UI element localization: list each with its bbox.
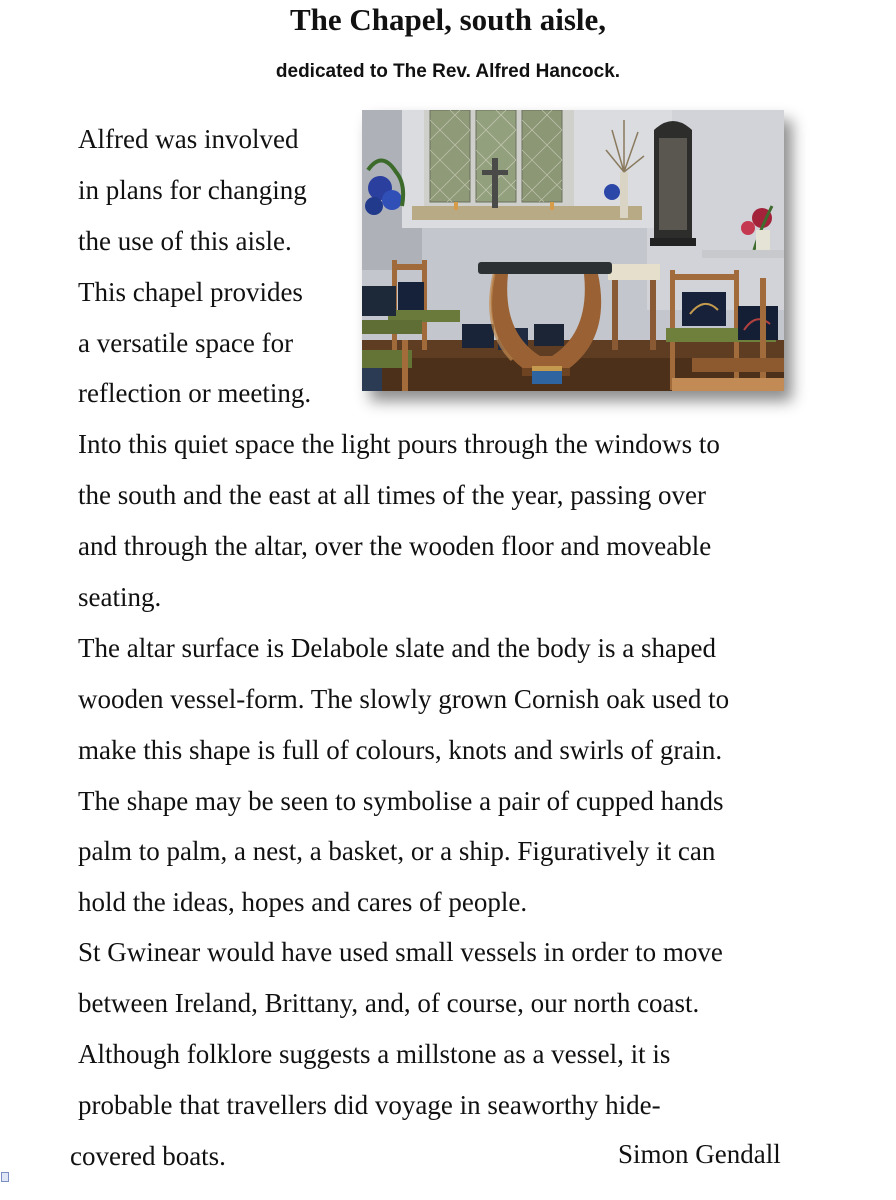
body-line-19: Although folklore suggests a millstone as a vessel, it is — [78, 1039, 671, 1069]
body-line-6: reflection or meeting. — [78, 378, 312, 408]
body-line-4: This chapel provides — [78, 277, 303, 307]
body-line-2: in plans for changing — [78, 175, 307, 205]
body-line-20: probable that travellers did voyage in seaworthy hide- — [78, 1090, 661, 1120]
body-line-17: St Gwinear would have used small vessels in order to move — [78, 937, 723, 967]
chapel-interior-photo — [362, 110, 784, 391]
body-line-14: The shape may be seen to symbolise a pair of cupped hands — [78, 786, 724, 816]
body-line-10: seating. — [78, 582, 162, 612]
page-title: The Chapel, south aisle, — [289, 2, 607, 37]
body-line-21: covered boats. — [70, 1141, 226, 1171]
author-signature: Simon Gendall — [618, 1139, 781, 1169]
body-line-5: a versatile space for — [78, 328, 294, 358]
page-subtitle: dedicated to The Rev. Alfred Hancock. — [275, 61, 621, 82]
body-line-18: between Ireland, Brittany, and, of course, our north coast. — [78, 988, 700, 1018]
body-line-3: the use of this aisle. — [78, 226, 292, 256]
body-line-11: The altar surface is Delabole slate and the body is a shaped — [78, 633, 717, 663]
body-line-8: the south and the east at all times of the year, passing over — [78, 480, 706, 510]
body-line-12: wooden vessel-form. The slowly grown Cornish oak used to — [78, 684, 730, 714]
body-line-15: palm to palm, a nest, a basket, or a ship. Figuratively it can — [78, 836, 716, 866]
body-line-7: Into this quiet space the light pours through the windows to — [78, 429, 720, 459]
body-line-9: and through the altar, over the wooden floor and moveable — [78, 531, 712, 561]
page-corner-mark-icon — [1, 1172, 9, 1182]
body-line-16: hold the ideas, hopes and cares of people. — [78, 887, 528, 917]
body-line-13: make this shape is full of colours, knots and swirls of grain. — [78, 735, 723, 765]
body-line-1: Alfred was involved — [78, 124, 299, 154]
